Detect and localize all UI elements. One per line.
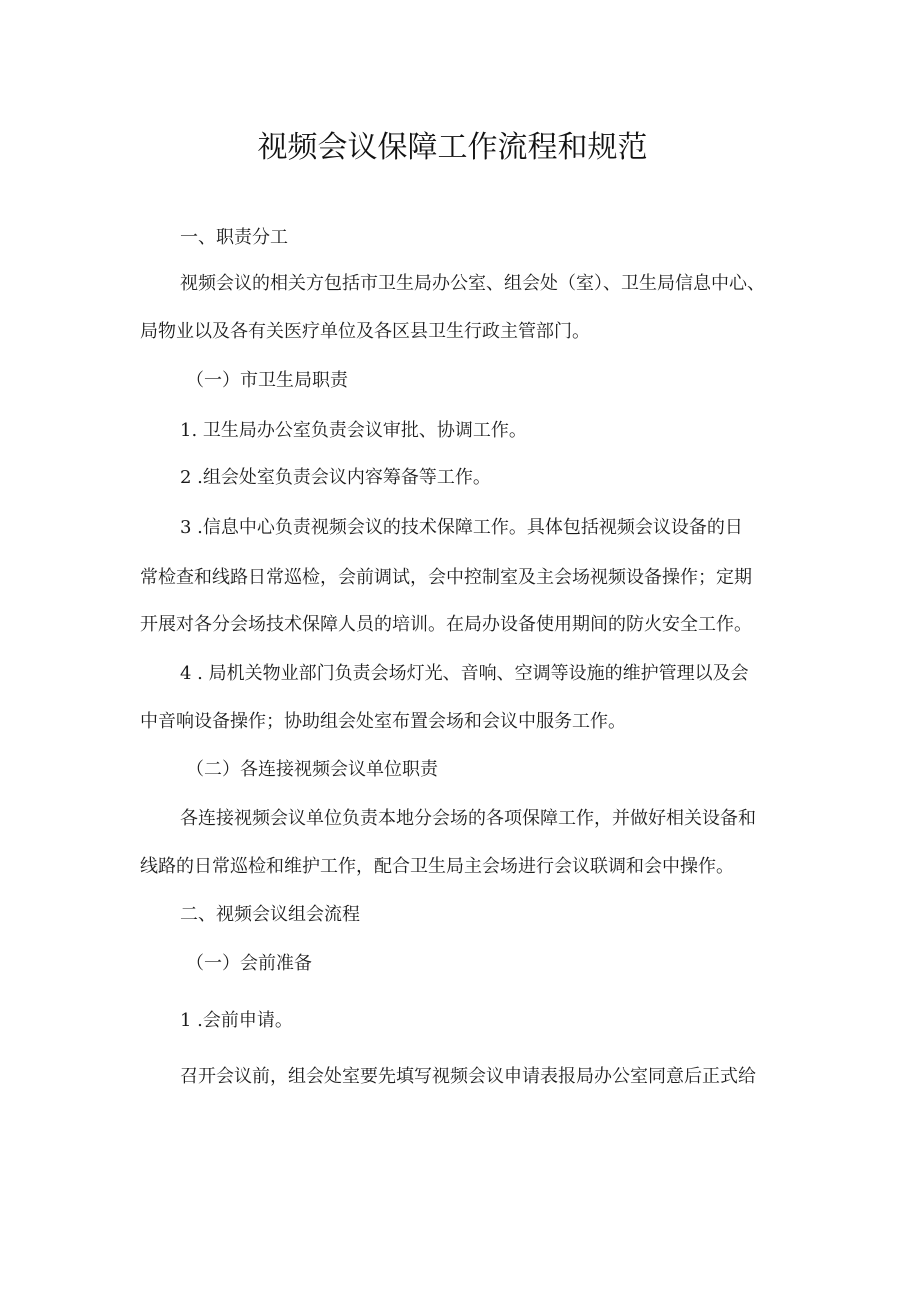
paragraph-line: 线路的日常巡检和维护工作，配合卫生局主会场进行会议联调和会中操作。: [140, 856, 734, 877]
paragraph-line: 召开会议前，组会处室要先填写视频会议申请表报局办公室同意后正式给: [180, 1066, 756, 1087]
document-title: 视频会议保障工作流程和规范: [257, 130, 648, 165]
list-item: 3 .信息中心负责视频会议的技术保障工作。具体包括视频会议设备的日: [180, 517, 743, 538]
section-heading-responsibilities: 一、职责分工: [180, 227, 288, 248]
subsection-heading-connected-units: （二）各连接视频会议单位职责: [186, 759, 438, 780]
subsection-heading-preparation: （一）会前准备: [186, 953, 312, 974]
paragraph-line: 局物业以及各有关医疗单位及各区县卫生行政主管部门。: [140, 321, 590, 342]
paragraph-line: 各连接视频会议单位负责本地分会场的各项保障工作，并做好相关设备和: [180, 808, 756, 829]
paragraph-line: 常检查和线路日常巡检，会前调试，会中控制室及主会场视频设备操作；定期: [140, 567, 752, 588]
list-item: 2 .组会处室负责会议内容筹备等工作。: [180, 467, 491, 488]
list-item: 1 .会前申请。: [180, 1010, 293, 1031]
paragraph-line: 视频会议的相关方包括市卫生局办公室、组会处（室）、卫生局信息中心、: [180, 273, 765, 294]
section-heading-meeting-process: 二、视频会议组会流程: [180, 904, 360, 925]
list-item: 4 . 局机关物业部门负责会场灯光、音响、空调等设施的维护管理以及会: [180, 663, 749, 684]
subsection-heading-city-bureau: （一）市卫生局职责: [186, 370, 348, 391]
paragraph-line: 中音响设备操作；协助组会处室布置会场和会议中服务工作。: [140, 711, 626, 732]
paragraph-line: 开展对各分会场技术保障人员的培训。在局办设备使用期间的防火安全工作。: [140, 614, 752, 635]
list-item: 1. 卫生局办公室负责会议审批、协调工作。: [180, 420, 527, 441]
